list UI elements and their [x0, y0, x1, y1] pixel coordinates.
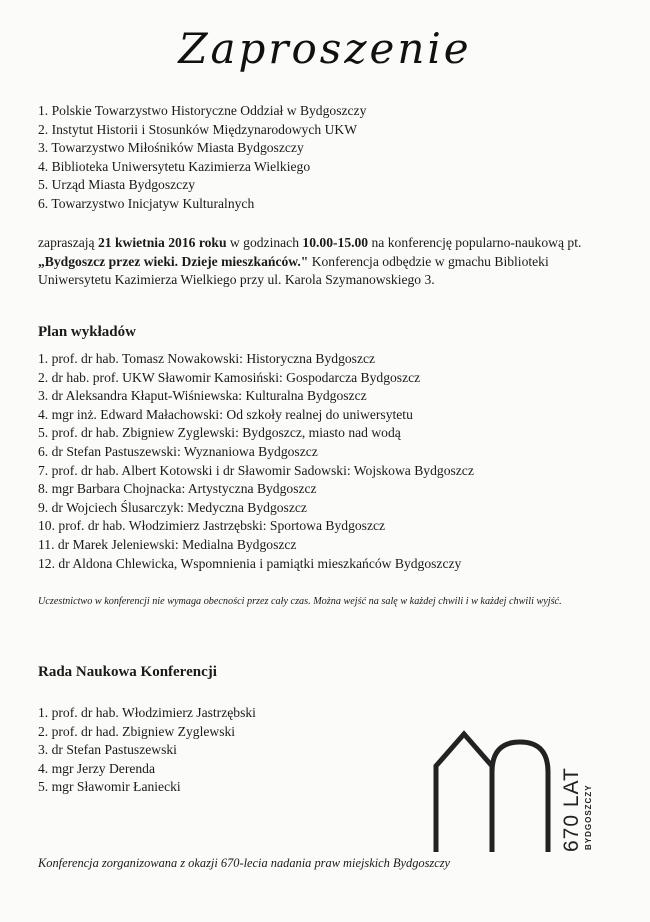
council-list [38, 704, 256, 797]
list-item: 12. dr Aldona Chlewicka, Wspomnienia i pamiątki mieszkańców Bydgoszczy [38, 555, 462, 571]
list-item: 2. dr hab. prof. UKW Sławomir Kamosiński: Gospodarcza Bydgoszcz [38, 369, 421, 385]
list-item: 5. Urząd Miasta Bydgoszczy [38, 177, 196, 193]
list-item: 7. prof. dr hab. Albert Kotowski i dr Sławomir Sadowski: Wojskowa Bydgoszcz [38, 462, 474, 478]
conference-title: „Bydgoszcz przez wieki. Dzieje mieszkańców." [38, 253, 309, 269]
council-heading: Rada Naukowa Konferencji [38, 664, 217, 680]
plan-heading: Plan wykładów [38, 324, 136, 340]
list-item: 4. mgr Jerzy Derenda [38, 760, 156, 776]
logo-house-outline-icon [436, 734, 492, 852]
invitation-part: zapraszają [38, 235, 98, 250]
event-hours: 10.00-15.00 [302, 235, 369, 250]
invitation-part: w godzinach [226, 235, 303, 250]
logo-city-text: BYDGOSZCZY [584, 784, 593, 850]
list-item: 4. mgr inż. Edward Małachowski: Od szkoły realnej do uniwersytetu [38, 406, 413, 422]
list-item: 4. Biblioteka Uniwersytetu Kazimierza Wielkiego [38, 158, 311, 174]
list-item: 1. Polskie Towarzystwo Historyczne Oddział w Bydgoszczy [38, 103, 367, 118]
footer-note: Konferencja zorganizowana z okazji 670-lecia nadania praw miejskich Bydgoszczy [38, 856, 451, 870]
list-item: 2. Instytut Historii i Stosunków Międzynarodowych UKW [38, 121, 358, 137]
invitation-part: Konferencja odbędzie w gmachu Biblioteki Uniwersytetu Kazimierza Wielkiego przy ul. Karola Szymanowskiego 3. [38, 253, 549, 288]
list-item: 5. prof. dr hab. Zbigniew Zyglewski: Bydgoszcz, miasto nad wodą [38, 425, 401, 441]
lectures-list [38, 350, 474, 573]
list-item: 6. dr Stefan Pastuszewski: Wyznaniowa Bydgoszcz [38, 443, 318, 459]
list-item: 10. prof. dr hab. Włodzimierz Jastrzębski: Sportowa Bydgoszcz [38, 518, 386, 534]
list-item: 11. dr Marek Jeleniewski: Medialna Bydgoszcz [38, 536, 297, 552]
event-date: 21 kwietnia 2016 roku [98, 235, 227, 250]
attendance-note: Uczestnictwo w konferencji nie wymaga obecności przez cały czas. Można wejść na salę w każdej chwili i w każdej chwili wyjść. [38, 596, 562, 607]
anniversary-logo [428, 728, 598, 858]
list-item: 3. dr Stefan Pastuszewski [38, 742, 177, 758]
page-title: Zaproszenie [178, 24, 472, 73]
list-item: 1. prof. dr hab. Włodzimierz Jastrzębski [38, 705, 256, 720]
invitation-text [38, 234, 618, 290]
list-item: 6. Towarzystwo Inicjatyw Kulturalnych [38, 195, 255, 211]
list-item: 2. prof. dr had. Zbigniew Zyglewski [38, 723, 236, 739]
list-item: 3. Towarzystwo Miłośników Miasta Bydgoszczy [38, 140, 304, 156]
list-item: 3. dr Aleksandra Kłaput-Wiśniewska: Kulturalna Bydgoszcz [38, 388, 367, 404]
list-item: 1. prof. dr hab. Tomasz Nowakowski: Historyczna Bydgoszcz [38, 351, 376, 366]
list-item: 9. dr Wojciech Ślusarczyk: Medyczna Bydgoszcz [38, 499, 307, 515]
list-item: 5. mgr Sławomir Łaniecki [38, 779, 181, 795]
invitation-part: na konferencję popularno-naukową pt. [368, 235, 582, 250]
logo-arch-icon [492, 742, 548, 852]
logo-years-text: 670 LAT [560, 767, 583, 852]
organizers-list [38, 102, 366, 214]
list-item: 8. mgr Barbara Chojnacka: Artystyczna Bydgoszcz [38, 481, 317, 497]
